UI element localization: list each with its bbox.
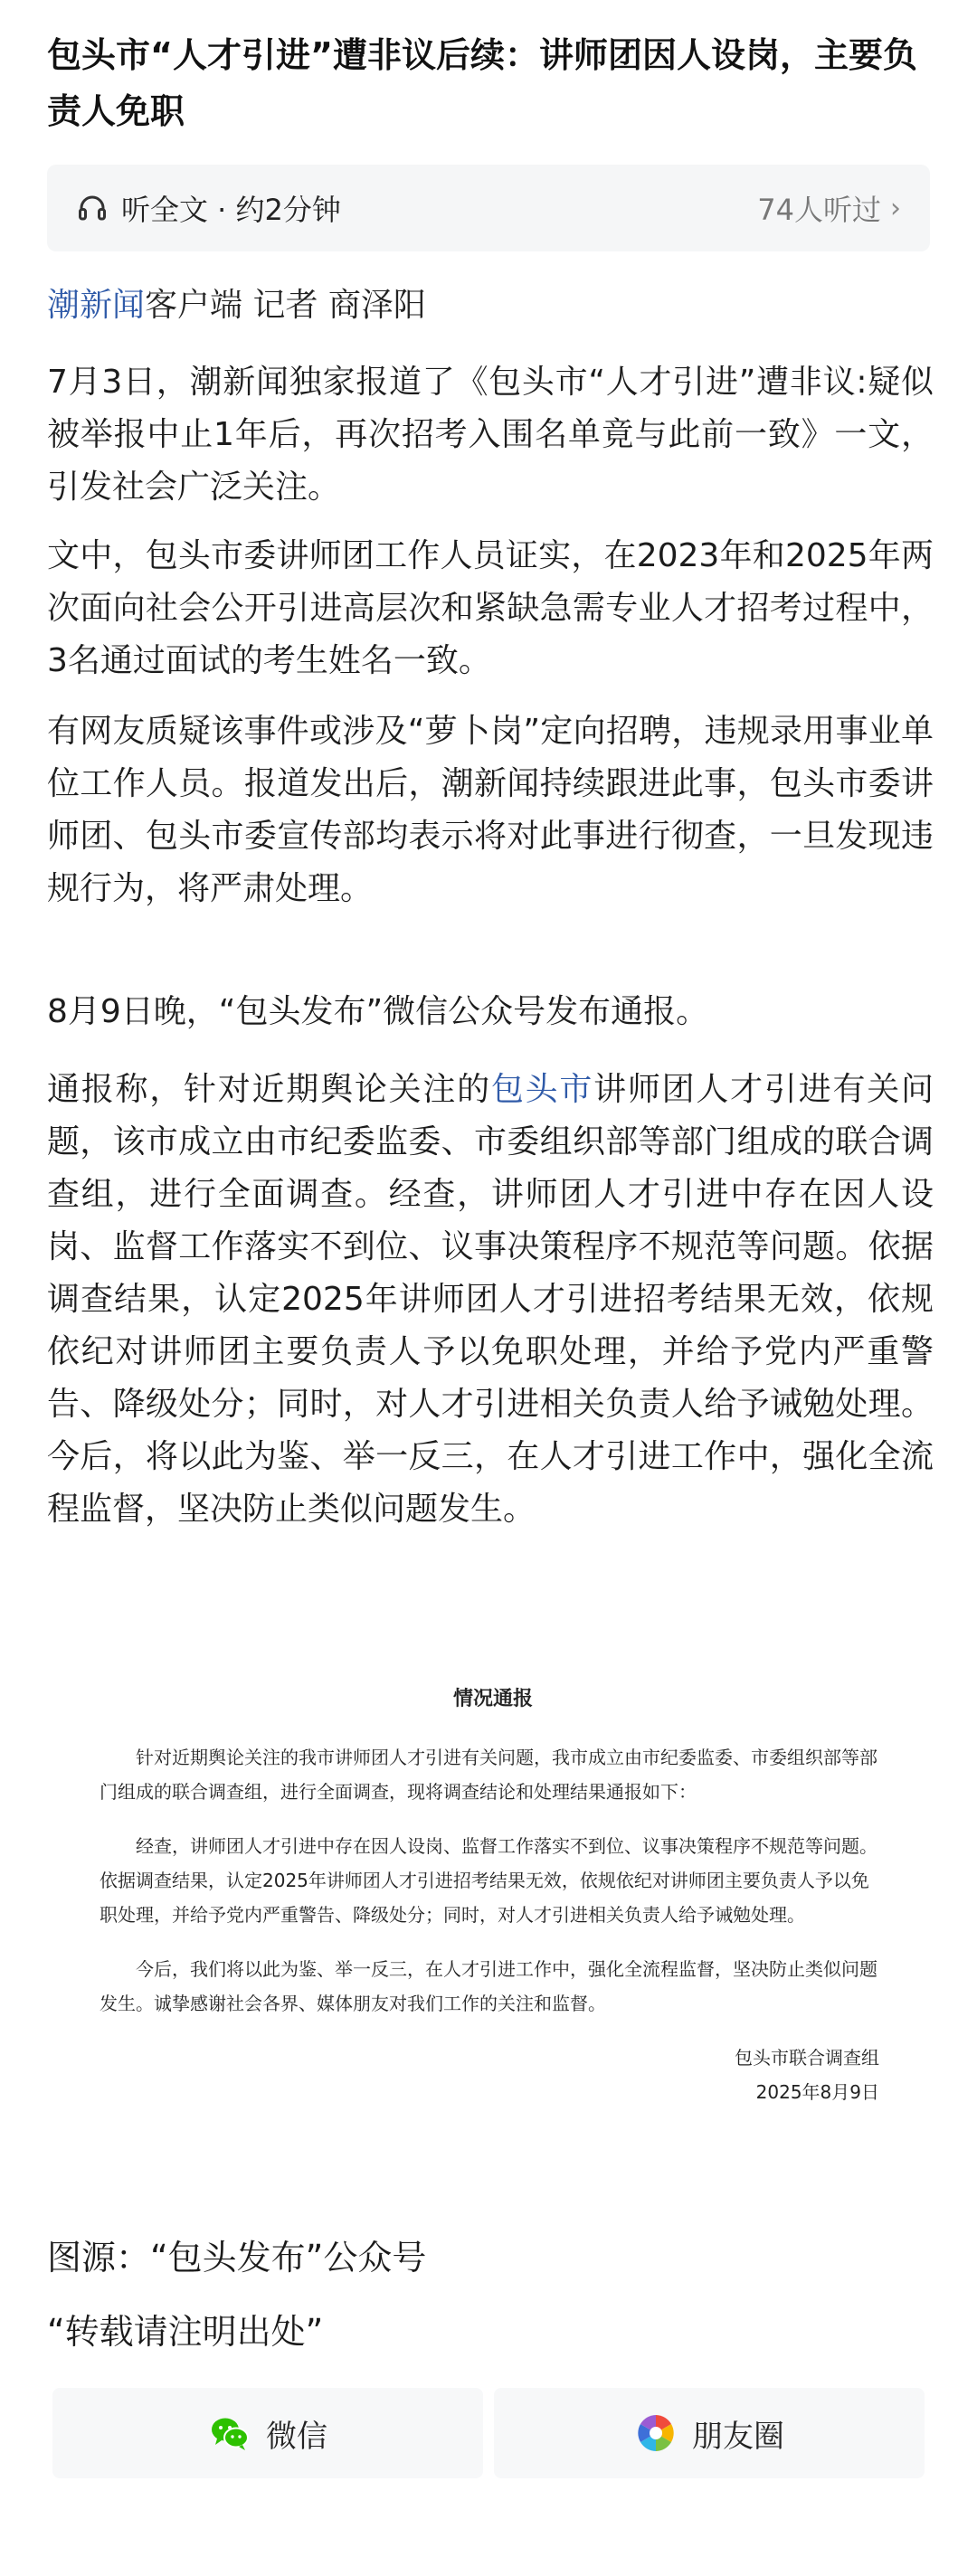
chevron-right-icon: › [890,192,901,224]
moments-label: 朋友圈 [692,2418,784,2455]
notice-date: 2025年8月9日 [755,2081,879,2103]
wechat-label: 微信 [266,2418,327,2455]
article-title: 包头市“人才引进”遭非议后续：讲师团因人设岗，主要负责人免职 [47,35,917,131]
byline-reporter: 客户端 记者 商泽阳 [145,287,426,324]
paragraph-3: 有网友质疑该事件或涉及“萝卜岗”定向招聘，违规录用事业单位工作人员。报道发出后，潮新闻持续跟进此事，包头市委讲师团、包头市委宣传部均表示将对此事进行彻查，一旦发现违规行为，将严肃处理。 [47,713,934,907]
wechat-icon [208,2411,251,2455]
paragraph-4: 8月9日晚，“包头发布”微信公众号发布通报。 [47,993,709,1030]
share-bar [47,2388,930,2478]
share-moments-button[interactable] [494,2388,925,2478]
paragraph-5-after: 讲师团人才引进有关问题，该市成立由市纪委监委、市委组织部等部门组成的联合调查组，进行全面调查。经查，讲师团人才引进中存在因人设岗、监督工作落实不到位、议事决策程序不规范等问题。依据调查结果，认定2025年讲师团人才引进招考结果无效，依规依纪对讲师团主要负责人予以免职处理，并给予党内严重警告、降级处分；同时，对人才引进相关负责人给予诫勉处理。今后，将以此为鉴、举一反三，在人才引进工作中，强化全流程监督，坚决防止类似问题发生。 [47,1071,934,1528]
headphones-icon [76,192,109,224]
moments-icon [634,2411,678,2455]
notice-paragraph-1: 针对近期舆论关注的我市讲师团人才引进有关问题，我市成立由市纪委监委、市委组织部等部门组成的联合调查组，进行全面调查，现将调查结论和处理结果通报如下： [100,1747,877,1803]
notice-title: 情况通报 [452,1688,533,1710]
listen-full-text-bar[interactable] [47,165,930,251]
share-wechat-button[interactable] [52,2388,483,2478]
notice-image [100,1682,887,2109]
image-source-caption: 图源：“包头发布”公众号 [47,2238,427,2278]
byline [47,280,426,331]
notice-paragraph-2: 经查，讲师团人才引进中存在因人设岗、监督工作落实不到位、议事决策程序不规范等问题。依据调查结果，认定2025年讲师团人才引进招考结果无效，依规依纪对讲师团主要负责人予以免职处理，并给予党内严重警告、降级处分；同时，对人才引进相关负责人给予诫勉处理。 [100,1835,877,1926]
source-link[interactable]: 潮新闻 [47,287,146,324]
paragraph-5 [47,1064,934,1536]
listener-count: 74人听过 [757,193,881,227]
listen-label: 听全文 · 约2分钟 [121,193,341,227]
notice-paragraph-3: 今后，我们将以此为鉴、举一反三，在人才引进工作中，强化全流程监督，坚决防止类似问题发生。诚挚感谢社会各界、媒体朋友对我们工作的关注和监督。 [100,1958,877,2014]
notice-signer: 包头市联合调查组 [735,2047,879,2069]
paragraph-1: 7月3日，潮新闻独家报道了《包头市“人才引进”遭非议:疑似被举报中止1年后，再次招考入围名单竟与此前一致》一文，引发社会广泛关注。 [47,364,934,506]
reprint-notice: “转载请注明出处” [47,2312,324,2352]
paragraph-5-before: 通报称，针对近期舆论关注的 [47,1071,491,1108]
paragraph-2: 文中，包头市委讲师团工作人员证实，在2023年和2025年两次面向社会公开引进高层次和紧缺急需专业人才招考过程中，3名通过面试的考生姓名一致。 [47,537,934,679]
baotou-city-link[interactable]: 包头市 [490,1071,594,1108]
